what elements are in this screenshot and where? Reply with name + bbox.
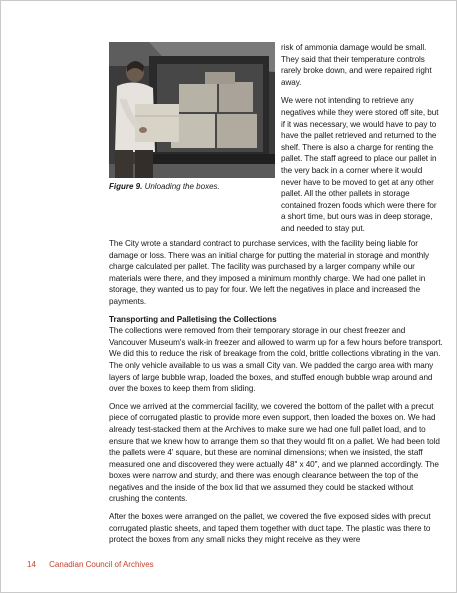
- unloading-boxes-illustration: [109, 42, 275, 178]
- page-footer: [27, 560, 154, 569]
- page-number: 14: [27, 560, 36, 569]
- right-paragraph-1: risk of ammonia damage would be small. They said that their temperature controls rarely broke down, and were repaired right away.: [281, 43, 432, 87]
- right-paragraph-2: We were not intending to retrieve any negatives while they were stored off site, but if it was necessary, we would have to pay to have the pallet retrieved and returned to the shelf. There is also a charge for renting the pallet. The staff agreed to place our pallet in the very back in a corner where it would never have to be moved to get at any other pallet. All the other pallets in storage contained frozen foods which were there for a short time, but ours was in deep storage, and needed to stay put.: [281, 96, 439, 233]
- right-column: [281, 42, 441, 235]
- body-paragraph-pallet: Once we arrived at the commercial facility, we covered the bottom of the pallet with a precut piece of corrugated plastic to provide more even support, then loaded the boxes on. We had already test-stacked them at the Archives to make sure we had one full pallet load, and to ensure that we knew how to arrange them so that they would fit on a pallet. We had been told the pallets were 4' square, but these are nominal dimensions; when we insisted, the staff measured one and discovered they were actually 48" x 40", and we planned accordingly. The boxes were narrow and sturdy, and there was enough clearance between the top of the negatives and the inside of the box lid that we assumed they could be stacked without crushing the contents.: [109, 401, 440, 504]
- body-paragraph-transport: The collections were removed from their temporary storage in our chest freezer and Vancouver Museum's walk-in freezer and allowed to warm up for a few hours before transport. We did this to reduce the risk of breakage from the cold, brittle collections vibrating in the van. The only vehicle available to us was a small City van. We padded the cargo area with many layers of large bubble wrap, loaded the boxes, and stuffed enough bubble wrap around and over the boxes to keep them from sliding.: [109, 326, 443, 394]
- figure-caption-text: Unloading the boxes.: [144, 182, 220, 191]
- body-paragraph-contract: The City wrote a standard contract to purchase services, with the facility being liable for damage or loss. There was an initial charge for putting the material in storage and monthly charge calculated per pallet. The facility was purchased by a larger company while our materials were there, and they imposed a minimum monthly charge. We had one pallet in storage, they wanted us to pay for four. We left the negatives in place and increased the payments.: [109, 239, 430, 306]
- body-paragraph-wrapping: After the boxes were arranged on the pallet, we covered the five exposed sides with precut corrugated plastic sheets, and taped them together with duct tape. The plastic was there to protect the boxes from any small nicks they might receive as they were: [109, 512, 431, 545]
- figure-photo: [109, 42, 275, 178]
- section-heading: Transporting and Palletising the Collections: [109, 314, 277, 324]
- figure-caption: [109, 182, 220, 191]
- figure-label: Figure 9.: [109, 182, 143, 191]
- body-text: [109, 238, 443, 546]
- publisher-name: Canadian Council of Archives: [49, 560, 154, 569]
